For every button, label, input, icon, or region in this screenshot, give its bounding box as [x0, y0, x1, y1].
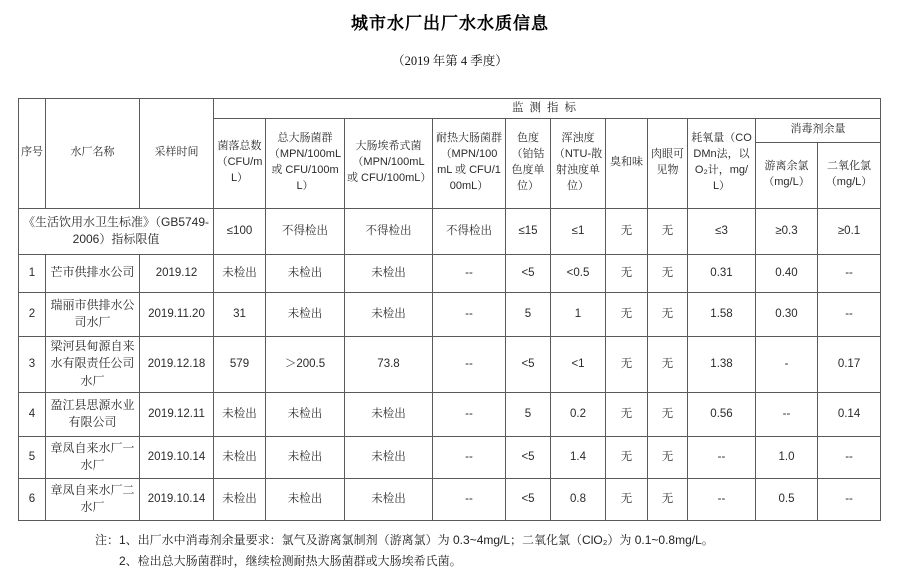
- row-number-cell: 3: [19, 336, 46, 392]
- standard-limit-row: [19, 208, 881, 254]
- table-cell: 73.8: [345, 336, 433, 392]
- table-cell: --: [756, 392, 818, 436]
- table-cell: 无: [606, 254, 648, 292]
- table-cell: 未检出: [214, 436, 266, 478]
- table-cell: <1: [551, 336, 606, 392]
- table-cell: --: [688, 478, 756, 520]
- header-col-visible-matter: 肉眼可见物: [648, 118, 688, 208]
- table-row: [19, 392, 881, 436]
- standard-value: 不得检出: [266, 208, 345, 254]
- table-cell: 未检出: [266, 478, 345, 520]
- table-cell: ＞200.5: [266, 336, 345, 392]
- table-cell: 未检出: [345, 478, 433, 520]
- table-cell: --: [433, 392, 506, 436]
- header-disinfectant-group: 消毒剂余量: [756, 118, 881, 142]
- sample-date-cell: 2019.12.18: [140, 336, 214, 392]
- table-cell: <5: [506, 436, 551, 478]
- sample-date-cell: 2019.12: [140, 254, 214, 292]
- table-row: [19, 478, 881, 520]
- table-cell: 无: [648, 436, 688, 478]
- table-cell: 未检出: [266, 292, 345, 336]
- header-col-oxygen-consumption: 耗氧量（CODMn法，以 O₂计，mg/L）: [688, 118, 756, 208]
- header-col-chroma: 色度（铂钴色度单位）: [506, 118, 551, 208]
- table-cell: --: [433, 254, 506, 292]
- table-cell: 无: [648, 392, 688, 436]
- plant-name-cell: 章凤自来水厂二水厂: [46, 478, 140, 520]
- table-cell: 0.30: [756, 292, 818, 336]
- table-cell: 1.38: [688, 336, 756, 392]
- header-col-heat-resistant-coliform: 耐热大肠菌群（MPN/100 mL 或 CFU/100mL）: [433, 118, 506, 208]
- header-seq: 序号: [19, 99, 46, 209]
- table-cell: 未检出: [345, 292, 433, 336]
- table-cell: --: [818, 254, 881, 292]
- row-number-cell: 6: [19, 478, 46, 520]
- standard-value: ≤1: [551, 208, 606, 254]
- page-title: 城市水厂出厂水水质信息: [351, 14, 549, 33]
- row-number-cell: 4: [19, 392, 46, 436]
- sample-date-cell: 2019.10.14: [140, 478, 214, 520]
- table-cell: 未检出: [266, 254, 345, 292]
- header-col-total-coliform: 总大肠菌群（MPN/100mL 或 CFU/100mL）: [266, 118, 345, 208]
- table-cell: 未检出: [266, 392, 345, 436]
- header-col-ecoli: 大肠埃希式菌（MPN/100mL 或 CFU/100mL）: [345, 118, 433, 208]
- header-row-group: [19, 99, 881, 119]
- table-cell: 1.58: [688, 292, 756, 336]
- table-cell: 579: [214, 336, 266, 392]
- table-cell: 1: [551, 292, 606, 336]
- table-cell: --: [433, 336, 506, 392]
- table-cell: 0.56: [688, 392, 756, 436]
- standard-label: 《生活饮用水卫生标准》（GB5749-2006）指标限值: [19, 208, 214, 254]
- table-cell: 无: [648, 254, 688, 292]
- table-cell: 无: [606, 336, 648, 392]
- plant-name-cell: 盈江县思源水业有限公司: [46, 392, 140, 436]
- table-cell: 无: [606, 478, 648, 520]
- table-cell: 无: [648, 292, 688, 336]
- standard-value: ≥0.1: [818, 208, 881, 254]
- table-cell: 未检出: [345, 436, 433, 478]
- header-col-turbidity: 浑浊度（NTU-散射浊度单位）: [551, 118, 606, 208]
- table-cell: 无: [606, 292, 648, 336]
- table-cell: --: [818, 436, 881, 478]
- sample-date-cell: 2019.12.11: [140, 392, 214, 436]
- plant-name-cell: 章凤自来水厂一水厂: [46, 436, 140, 478]
- table-cell: 0.5: [756, 478, 818, 520]
- table-cell: <0.5: [551, 254, 606, 292]
- plant-name-cell: 芒市供排水公司: [46, 254, 140, 292]
- footnote-line-2: 2、检出总大肠菌群时，继续检测耐热大肠菌群或大肠埃希氏菌。: [119, 553, 462, 568]
- header-sample-time: 采样时间: [140, 99, 214, 209]
- sample-date-cell: 2019.11.20: [140, 292, 214, 336]
- water-quality-table: [18, 98, 881, 521]
- standard-value: ≤15: [506, 208, 551, 254]
- table-cell: 无: [648, 336, 688, 392]
- table-row: [19, 336, 881, 392]
- table-cell: --: [433, 436, 506, 478]
- standard-value: 不得检出: [433, 208, 506, 254]
- header-plant-name: 水厂名称: [46, 99, 140, 209]
- footnotes: [95, 530, 900, 572]
- table-cell: 0.8: [551, 478, 606, 520]
- table-cell: <5: [506, 254, 551, 292]
- standard-value: ≤100: [214, 208, 266, 254]
- standard-value: ≤3: [688, 208, 756, 254]
- table-cell: <5: [506, 336, 551, 392]
- table-row: [19, 292, 881, 336]
- table-row: [19, 436, 881, 478]
- row-number-cell: 2: [19, 292, 46, 336]
- table-cell: --: [433, 478, 506, 520]
- table-cell: 0.17: [818, 336, 881, 392]
- footnote-line-1: 注：1、出厂水中消毒剂余量要求：氯气及游离氯制剂（游离氯）为 0.3~4mg/L；二氧化氯（ClO₂）为 0.1~0.8mg/L。: [95, 532, 714, 547]
- table-cell: --: [818, 478, 881, 520]
- table-cell: --: [818, 292, 881, 336]
- standard-value: ≥0.3: [756, 208, 818, 254]
- header-col-free-chlorine: 游离余氯（mg/L）: [756, 142, 818, 208]
- table-cell: 未检出: [345, 392, 433, 436]
- standard-value: 无: [606, 208, 648, 254]
- row-number-cell: 1: [19, 254, 46, 292]
- table-cell: 1.4: [551, 436, 606, 478]
- table-row: [19, 254, 881, 292]
- row-number-cell: 5: [19, 436, 46, 478]
- table-cell: <5: [506, 478, 551, 520]
- header-monitoring-group: 监测指标: [214, 99, 881, 119]
- table-cell: 无: [606, 392, 648, 436]
- table-cell: 1.0: [756, 436, 818, 478]
- table-cell: 31: [214, 292, 266, 336]
- plant-name-cell: 梁河县甸源自来水有限责任公司水厂: [46, 336, 140, 392]
- header-col-chlorine-dioxide: 二氧化氯（mg/L）: [818, 142, 881, 208]
- standard-value: 不得检出: [345, 208, 433, 254]
- table-cell: 无: [606, 436, 648, 478]
- table-cell: 未检出: [214, 392, 266, 436]
- table-cell: 5: [506, 292, 551, 336]
- table-cell: 未检出: [214, 254, 266, 292]
- table-cell: 0.2: [551, 392, 606, 436]
- table-cell: 5: [506, 392, 551, 436]
- table-cell: 0.40: [756, 254, 818, 292]
- table-cell: 无: [648, 478, 688, 520]
- table-cell: 0.31: [688, 254, 756, 292]
- plant-name-cell: 瑞丽市供排水公司水厂: [46, 292, 140, 336]
- table-cell: 未检出: [214, 478, 266, 520]
- table-cell: 0.14: [818, 392, 881, 436]
- table-cell: 未检出: [266, 436, 345, 478]
- table-cell: 未检出: [345, 254, 433, 292]
- header-col-odor-taste: 臭和味: [606, 118, 648, 208]
- standard-value: 无: [648, 208, 688, 254]
- header-col-colony-count: 菌落总数（CFU/mL）: [214, 118, 266, 208]
- table-cell: -: [756, 336, 818, 392]
- table-cell: --: [433, 292, 506, 336]
- sample-date-cell: 2019.10.14: [140, 436, 214, 478]
- table-cell: --: [688, 436, 756, 478]
- page-subtitle: （2019 年第 4 季度）: [392, 54, 508, 68]
